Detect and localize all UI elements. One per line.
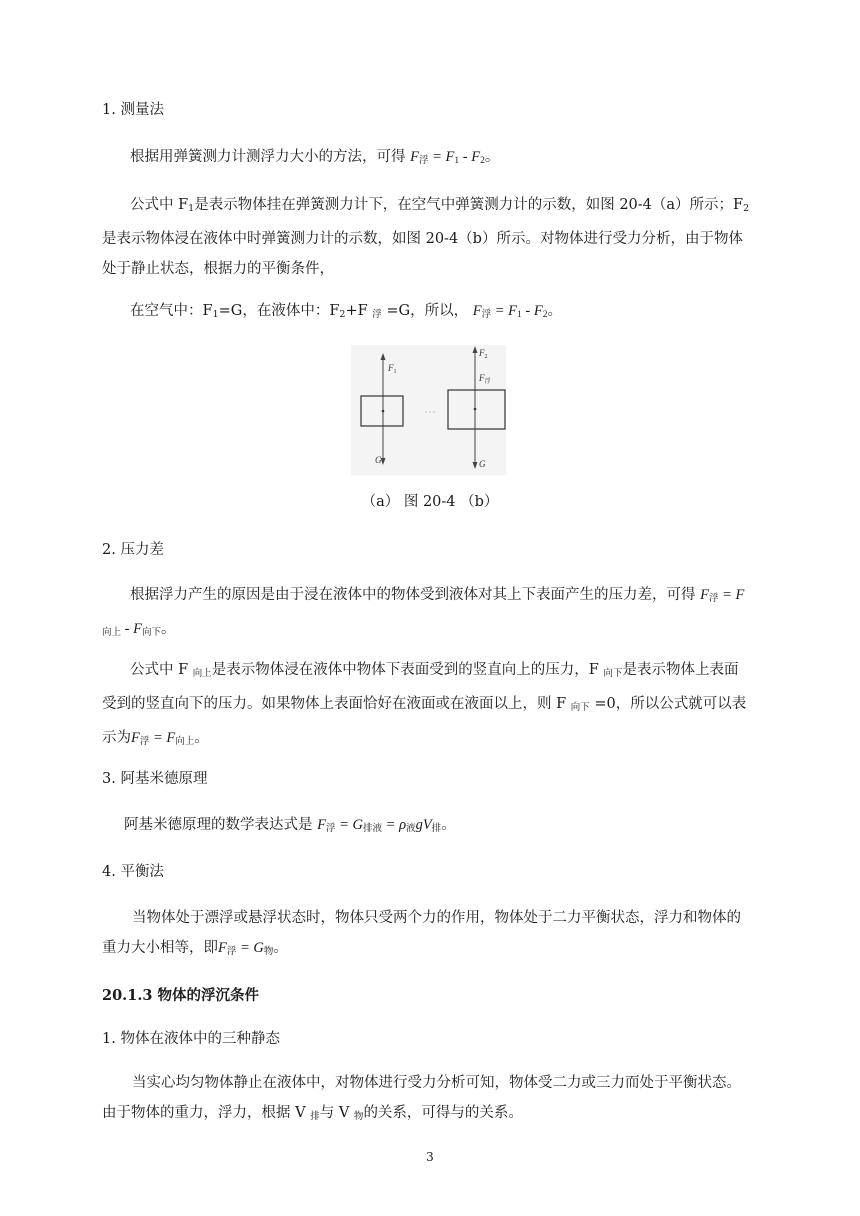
paragraph-air-liquid: 在空气中：$F_1=G$，在液体中：$F_2+F$ $_浮$ =G，所以， F浮 = F1 - F2。 bbox=[130, 303, 562, 320]
section-heading-float-sink: 20.1.3 物体的浮沉条件 bbox=[102, 987, 260, 1004]
formula-float-f1-f2: F浮 = F1 - F2 bbox=[410, 149, 485, 166]
section-title-archimedes: 3. 阿基米德原理 bbox=[102, 771, 208, 787]
force-diagram bbox=[351, 345, 506, 475]
paragraph-balance: 当物体处于漂浮或悬浮状态时，物体只受两个力的作用，物体处于二力平衡状态，浮力和物体的重力大小相等，即F浮 = G物。 bbox=[102, 910, 741, 957]
formula-float-equals-g: F浮 = G物 bbox=[218, 940, 274, 957]
paragraph-archimedes: 阿基米德原理的数学表达式是 F浮 = G排液 = ρ液gV排。 bbox=[124, 817, 456, 834]
paragraph-pressure-explanation: 公式中 F $_{向上}$是表示物体浸在液体中物体下表面受到的竖直向上的压力，F $_{向下}$是表示物体上表面受到的竖直向下的压力。如果物体上表面恰好在液面或在液面以上，则 F $_{向下}$ =0，所以公式就可以表示为F浮 = F向上。 bbox=[102, 662, 747, 747]
paragraph-pressure-difference: 根据浮力产生的原因是由于浸在液体中的物体受到液体对其上下表面产生的压力差，可得 F浮 = F向上 - F向下。 bbox=[102, 587, 745, 638]
section-title-measurement: 1. 测量法 bbox=[102, 102, 164, 118]
label-g-a: G bbox=[375, 455, 382, 465]
formula-float-equals-up: F浮 = F向上 bbox=[131, 730, 195, 747]
label-f2: F bbox=[479, 348, 485, 358]
label-g-b: G bbox=[479, 459, 486, 469]
svg-text:F浮: $F_浮$ bbox=[479, 373, 491, 385]
block-in-liquid bbox=[448, 390, 505, 429]
section-title-balance: 4. 平衡法 bbox=[102, 864, 164, 880]
figure-20-4 bbox=[351, 345, 506, 475]
paragraph-formula-explanation: 公式中 $F_1$是表示物体挂在弹簧测力计下，在空气中弹簧测力计的示数，如图 20-4（a）所示；$F_2$是表示物体浸在液体中时弹簧测力计的示数，如图 20-4（b）所示。对物体进行受力分析，由于物体处于静止状态，根据力的平衡条件， bbox=[102, 197, 750, 277]
formula-pressure-difference: F浮 = F向上 - F向下 bbox=[102, 587, 745, 638]
label-f-float: F bbox=[479, 373, 485, 383]
paragraph-measurement-formula: 根据用弹簧测力计测浮力大小的方法，可得 F浮 = F1 - F2。 bbox=[130, 149, 500, 166]
paragraph-three-states: 当实心均匀物体静止在液体中，对物体进行受力分析可知，物体受二力或三力而处于平衡状态。由于物体的重力，浮力，根据 V $_排$与 V $_物$的关系，可得与的关系。 bbox=[102, 1075, 741, 1122]
label-f1: F bbox=[388, 363, 394, 373]
svg-text:F1: $F_1$ bbox=[388, 363, 397, 375]
section-title-three-states: 1. 物体在液体中的三种静态 bbox=[102, 1031, 280, 1047]
formula-float-f1-f2-repeat: F浮 = F1 - F2 bbox=[472, 303, 548, 320]
figure-caption: （a） 图 20-4 （b） bbox=[361, 494, 499, 510]
formula-archimedes: F浮 = G排液 = ρ液gV排 bbox=[317, 817, 442, 834]
section-title-pressure-difference: 2. 压力差 bbox=[102, 542, 164, 558]
svg-text:F2: $F_2$ bbox=[479, 348, 488, 360]
page-number: 3 bbox=[426, 1150, 434, 1164]
